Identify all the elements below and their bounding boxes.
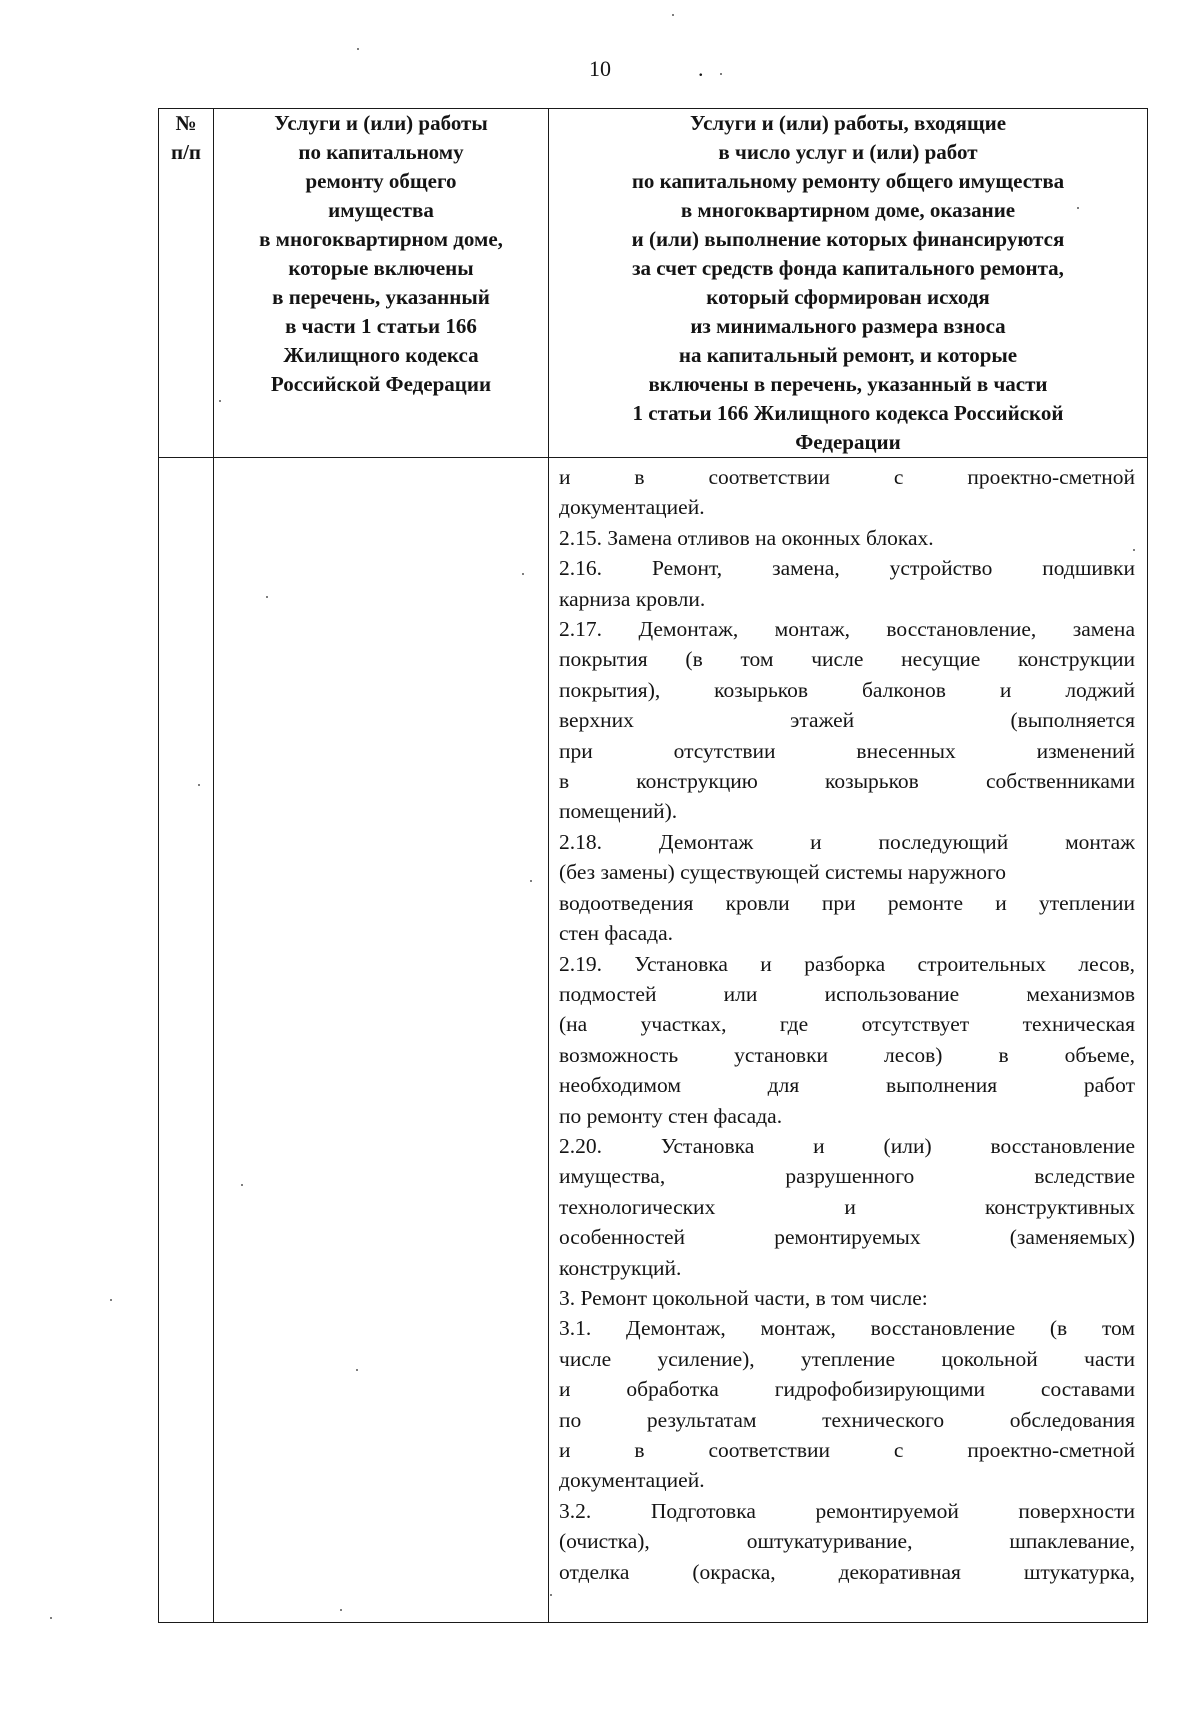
page-number bbox=[0, 56, 1200, 82]
header-line: по капитальному ремонту общего имущества bbox=[631, 169, 1065, 193]
text-line: документацией. bbox=[559, 1468, 705, 1493]
text-line: 3.1. Демонтаж, монтаж, восстановление (в том bbox=[559, 1316, 1135, 1341]
header-line: в многоквартирном доме, bbox=[259, 227, 503, 251]
text-line: в конструкцию козырьков собственниками bbox=[559, 769, 1135, 794]
header-line: № bbox=[175, 111, 197, 135]
text-line: 2.18. Демонтаж и последующий монтаж bbox=[559, 829, 1135, 854]
header-services bbox=[214, 109, 549, 458]
table-row bbox=[159, 458, 1148, 1623]
header-line: за счет средств фонда капитального ремонта, bbox=[632, 256, 1064, 280]
header-line: Российской Федерации bbox=[270, 372, 492, 396]
header-line: в многоквартирном доме, оказание bbox=[680, 198, 1016, 222]
text-line: особенностей ремонтируемых (заменяемых) bbox=[559, 1225, 1135, 1250]
header-line: на капитальный ремонт, и которые bbox=[678, 343, 1018, 367]
services-table bbox=[158, 108, 1148, 1623]
text-line: и обработка гидрофобизирующими составами bbox=[559, 1377, 1135, 1402]
text-line: 3. Ремонт цокольной части, в том числе: bbox=[559, 1285, 928, 1310]
text-line: 3.2. Подготовка ремонтируемой поверхности bbox=[559, 1498, 1135, 1523]
text-line: по результатам технического обследования bbox=[559, 1407, 1135, 1432]
header-line: в части 1 статьи 166 bbox=[285, 314, 477, 338]
text-line: покрытия (в том числе несущие конструкции bbox=[559, 647, 1135, 672]
header-line: которые включены bbox=[288, 256, 474, 280]
text-line: (без замены) существующей системы наружного bbox=[559, 860, 1007, 885]
text-line: подмостей или использование механизмов bbox=[559, 981, 1135, 1006]
text-line: числе усиление), утепление цокольной части bbox=[559, 1346, 1135, 1371]
text-line: покрытия), козырьков балконов и лоджий bbox=[559, 677, 1135, 702]
page-number-value: 10 bbox=[589, 56, 611, 81]
header-line: из минимального размера взноса bbox=[690, 314, 1006, 338]
text-line: (очистка), оштукатуривание, шпаклевание, bbox=[559, 1529, 1135, 1554]
text-line: помещений). bbox=[559, 799, 678, 824]
text-line: водоотведения кровли при ремонте и утеплении bbox=[559, 890, 1135, 915]
header-line: Федерации bbox=[795, 430, 901, 454]
header-line: и (или) выполнение которых финансируются bbox=[631, 227, 1065, 251]
text-line: и в соответствии с проектно-сметной bbox=[559, 1438, 1135, 1462]
text-line: 2.16. Ремонт, замена, устройство подшивки bbox=[559, 556, 1135, 581]
row-number-cell bbox=[159, 458, 214, 1623]
text-line: необходимом для выполнения работ bbox=[559, 1073, 1135, 1098]
text-line: 2.20. Установка и (или) восстановление bbox=[559, 1133, 1135, 1158]
page-number-mark: . bbox=[698, 56, 704, 81]
header-line: в число услуг и (или) работ bbox=[718, 140, 978, 164]
text-line: (на участках, где отсутствует техническая bbox=[559, 1012, 1135, 1037]
detail-text bbox=[549, 458, 1147, 1587]
text-line: конструкций. bbox=[559, 1255, 682, 1280]
header-line: Услуги и (или) работы bbox=[274, 111, 488, 135]
text-line: 2.19. Установка и разборка строительных лесов, bbox=[559, 951, 1135, 976]
header-number bbox=[159, 109, 214, 458]
header-line: в перечень, указанный bbox=[272, 285, 490, 309]
text-line: имущества, разрушенного вследствие bbox=[559, 1164, 1135, 1189]
text-line: отделка (окраска, декоративная штукатурка, bbox=[559, 1559, 1135, 1584]
header-line: включены в перечень, указанный в части bbox=[648, 372, 1048, 396]
header-line: 1 статьи 166 Жилищного кодекса Российской bbox=[632, 401, 1064, 425]
text-line: и в соответствии с проектно-сметной bbox=[559, 465, 1135, 489]
text-line: при отсутствии внесенных изменений bbox=[559, 738, 1135, 763]
text-line: стен фасада. bbox=[559, 921, 674, 946]
text-line: технологических и конструктивных bbox=[559, 1194, 1135, 1219]
text-line: 2.15. Замена отливов на оконных блоках. bbox=[559, 525, 934, 550]
row-services-cell bbox=[214, 458, 549, 1623]
header-line: Услуги и (или) работы, входящие bbox=[689, 111, 1007, 135]
header-line: ремонту общего bbox=[305, 169, 457, 193]
text-line: по ремонту стен фасада. bbox=[559, 1103, 783, 1128]
header-detail bbox=[549, 109, 1148, 458]
header-line: который сформирован исходя bbox=[706, 285, 990, 309]
header-line: имущества bbox=[328, 198, 434, 222]
text-line: верхних этажей (выполняется bbox=[559, 708, 1135, 733]
header-line: п/п bbox=[170, 140, 202, 164]
text-line: документацией. bbox=[559, 495, 705, 520]
row-detail-cell bbox=[549, 458, 1148, 1623]
text-line: 2.17. Демонтаж, монтаж, восстановление, замена bbox=[559, 617, 1135, 642]
text-line: карниза кровли. bbox=[559, 586, 706, 611]
table-header-row bbox=[159, 109, 1148, 458]
text-line: возможность установки лесов) в объеме, bbox=[559, 1042, 1135, 1067]
header-line: по капитальному bbox=[298, 140, 464, 164]
header-line: Жилищного кодекса bbox=[283, 343, 479, 367]
